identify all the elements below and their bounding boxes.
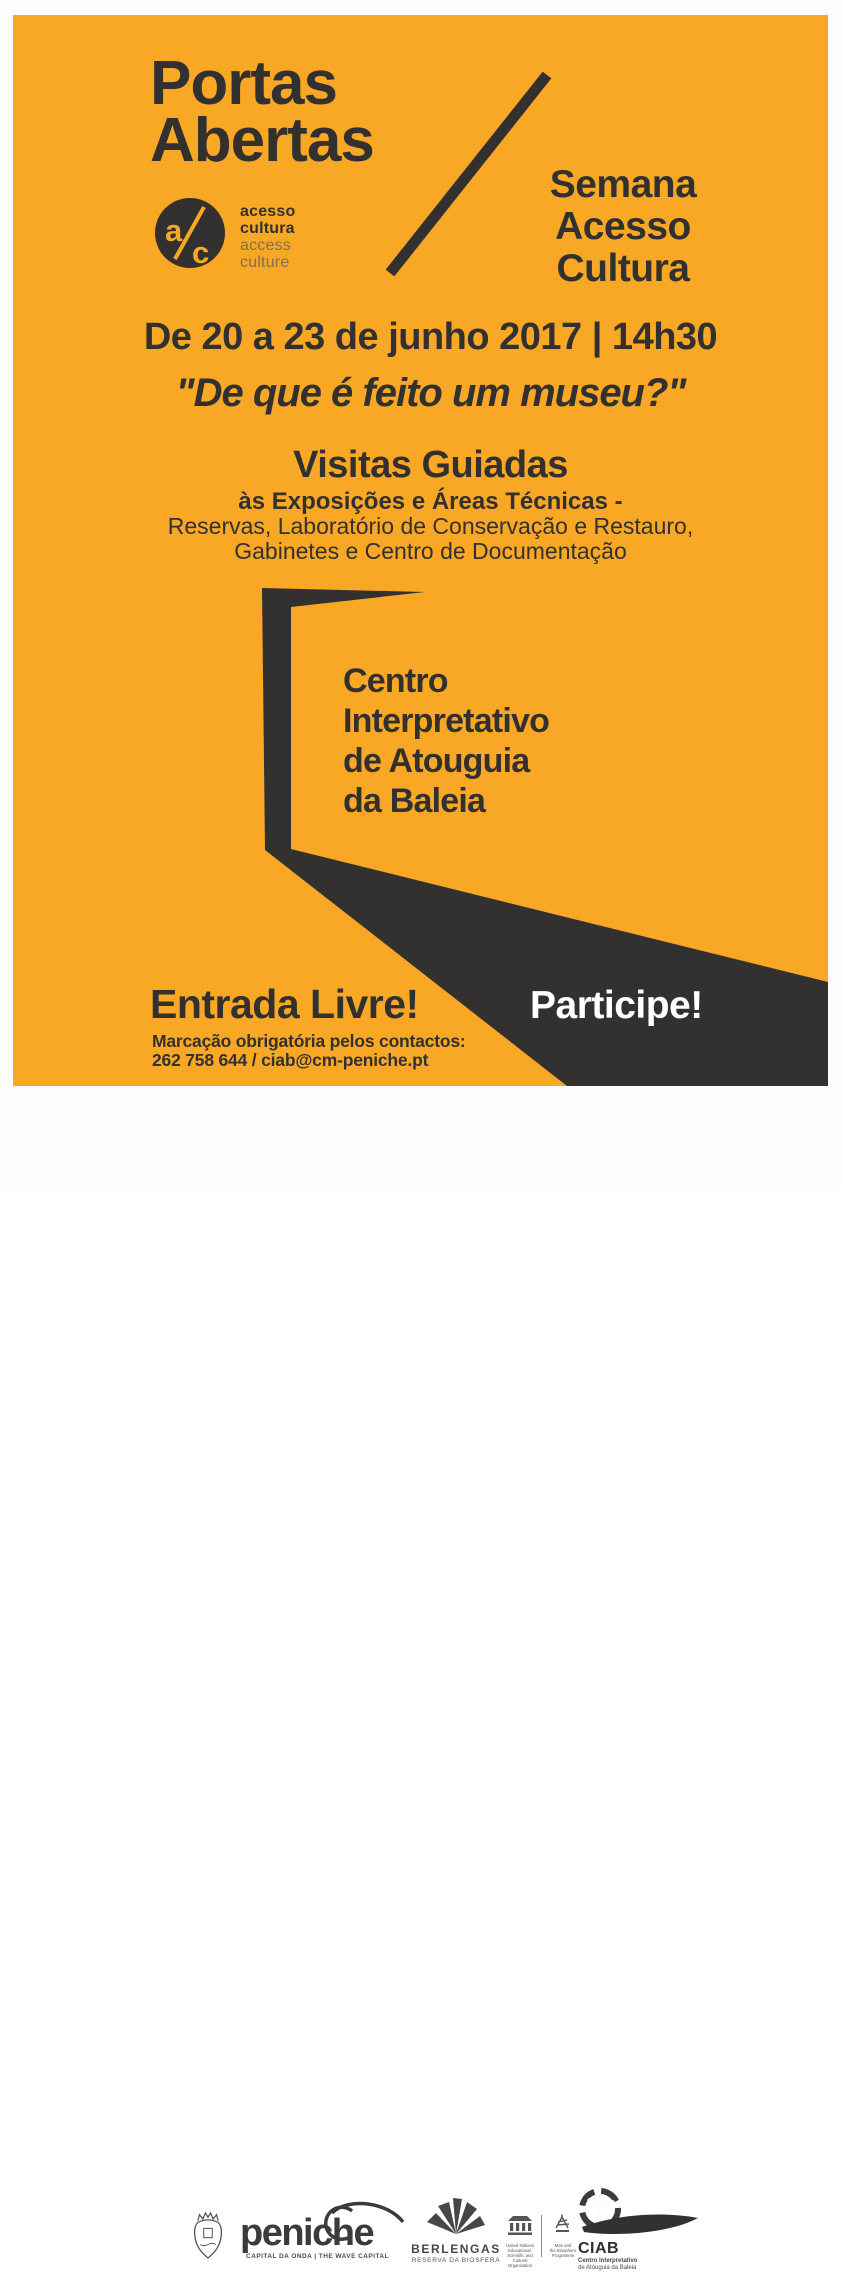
event-dates: De 20 a 23 de junho 2017 | 14h30 bbox=[143, 316, 718, 358]
contact-details: 262 758 644 / ciab@cm-peniche.pt bbox=[152, 1050, 429, 1070]
venue-line: Interpretativo bbox=[343, 702, 550, 740]
acesso-cultura-wordmark bbox=[240, 203, 295, 271]
ciab-caption-line: de Atouguia da Baleia bbox=[578, 2265, 637, 2271]
unesco-block bbox=[503, 2214, 537, 2268]
free-entry-text: Entrada Livre! bbox=[150, 981, 419, 1027]
mab-caption-line: Man and bbox=[554, 2243, 572, 2248]
ac-letter-c: c bbox=[192, 235, 210, 270]
peniche-crest-icon bbox=[191, 2210, 225, 2262]
ac-letter-a: a bbox=[165, 213, 183, 248]
visitas-guiadas-description bbox=[33, 489, 828, 564]
ciab-logo bbox=[570, 2187, 705, 2272]
poster-title bbox=[150, 49, 374, 175]
unesco-temple-icon bbox=[506, 2214, 534, 2236]
ciab-caption-line: Centro Interpretativo bbox=[578, 2258, 638, 2264]
berlengas-logo bbox=[410, 2198, 502, 2264]
berlengas-fan-icon bbox=[425, 2198, 487, 2234]
visitas-sub-line: Reservas, Laboratório de Conservação e Restauro, bbox=[167, 513, 694, 539]
ac-word: culture bbox=[240, 254, 290, 271]
berlengas-name: BERLENGAS bbox=[411, 2242, 501, 2256]
unesco-caption-line: Cultural Organization bbox=[507, 2258, 533, 2268]
venue-name bbox=[343, 661, 549, 821]
visitas-guiadas-heading: Visitas Guiadas bbox=[293, 444, 568, 486]
title-line: Abertas bbox=[150, 106, 374, 175]
peniche-logo bbox=[240, 2212, 395, 2260]
participe-text: Participe! bbox=[530, 984, 703, 1027]
semana-acesso-cultura-heading bbox=[483, 164, 763, 290]
ciab-caption bbox=[578, 2258, 705, 2272]
poster-background bbox=[13, 15, 828, 1086]
berlengas-caption: RESERVA DA BIOSFERA bbox=[411, 2257, 501, 2264]
semana-line: Cultura bbox=[556, 247, 690, 290]
peniche-name: peniche bbox=[240, 2212, 374, 2254]
contact-info bbox=[152, 1032, 466, 1070]
unesco-caption bbox=[503, 2243, 537, 2268]
title-line: Portas bbox=[150, 49, 337, 118]
peniche-caption: CAPITAL DA ONDA | THE WAVE CAPITAL bbox=[246, 2253, 389, 2260]
visitas-sub-line: Gabinetes e Centro de Documentação bbox=[234, 538, 627, 564]
partner-logos-strip bbox=[0, 1086, 842, 2271]
ac-word: cultura bbox=[240, 220, 295, 237]
contact-label: Marcação obrigatória pelos contactos: bbox=[152, 1031, 466, 1051]
ac-word: acesso bbox=[240, 203, 296, 220]
venue-line: da Baleia bbox=[343, 782, 486, 820]
ciab-rosette-icon bbox=[570, 2187, 705, 2237]
event-theme-quote: "De que é feito um museu?" bbox=[175, 371, 686, 415]
mab-caption-line: the Biosphere bbox=[549, 2248, 577, 2253]
ciab-name: CIAB bbox=[578, 2240, 620, 2257]
semana-line: Semana bbox=[549, 163, 697, 206]
logo-divider bbox=[541, 2215, 542, 2257]
venue-line: de Atouguia bbox=[343, 742, 530, 780]
ac-word: access bbox=[240, 237, 291, 254]
acesso-cultura-logo-icon bbox=[155, 198, 225, 268]
visitas-sub-line: às Exposições e Áreas Técnicas - bbox=[238, 488, 623, 515]
unesco-caption-line: Educational, Scientific and bbox=[507, 2248, 533, 2258]
unesco-caption-line: United Nations bbox=[505, 2243, 535, 2248]
semana-line: Acesso bbox=[555, 205, 691, 248]
venue-line: Centro bbox=[343, 662, 448, 700]
mab-caption-line: Programme bbox=[551, 2253, 575, 2258]
peniche-wordmark bbox=[240, 2212, 395, 2254]
peniche-wave-icon bbox=[288, 2202, 408, 2252]
unesco-mab-logo bbox=[503, 2214, 580, 2268]
